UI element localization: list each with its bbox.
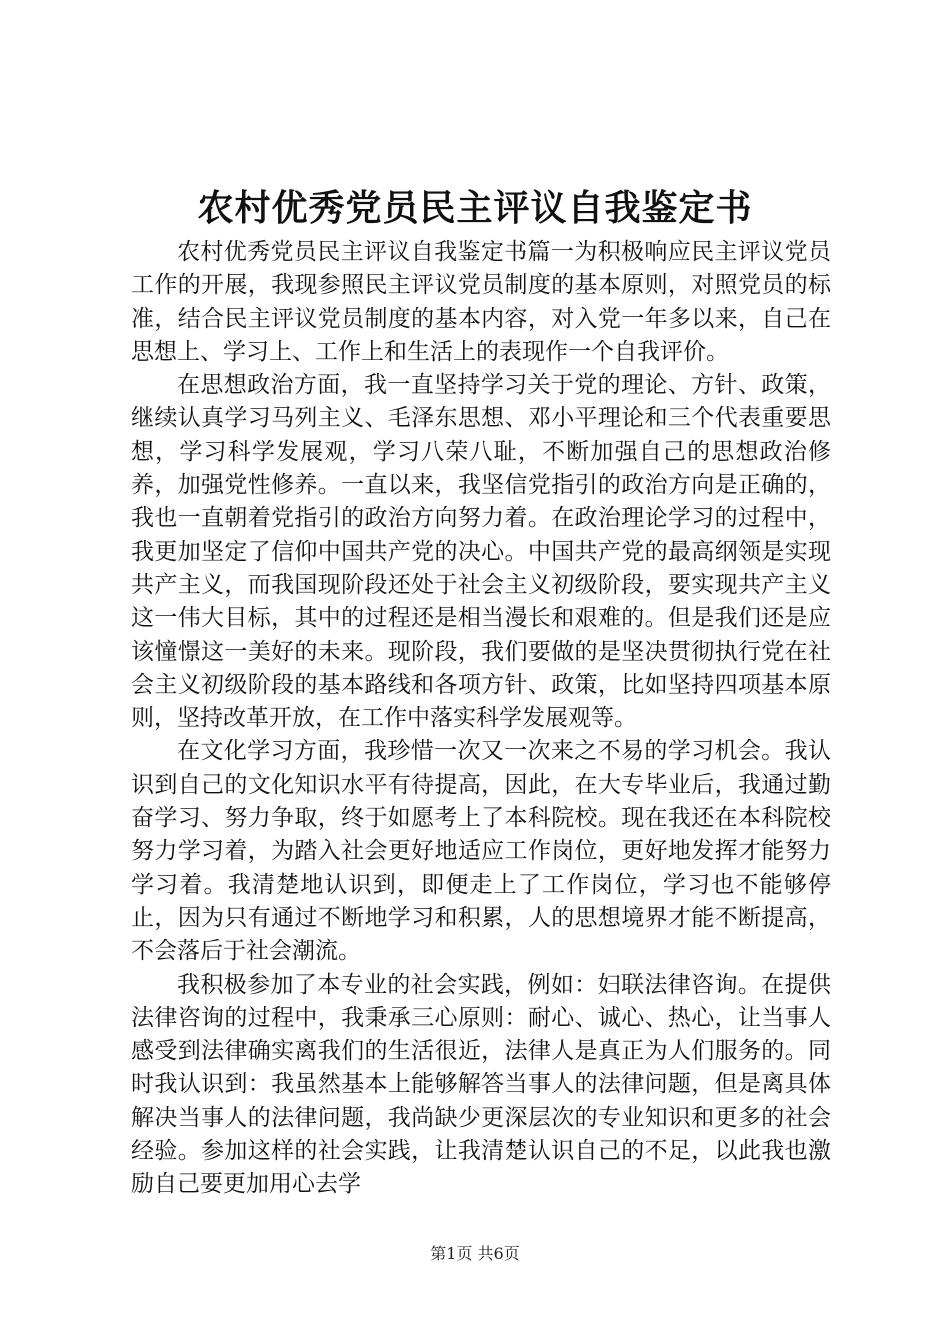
paragraph-practice: 我积极参加了本专业的社会实践，例如：妇联法律咨询。在提供法律咨询的过程中，我秉承三心原则：耐心、诚心、热心，让当事人感受到法律确实离我们的生活很近，法律人是真正为人们服务的。同时我认识到：我虽然基本上能够解答当事人的法律问题，但是离具体解决当事人的法律问题，我尚缺少更深层次的专业知识和更多的社会经验。参加这样的社会实践，让我清楚认识自己的不足，以此我也激励自己要更加用心去学 <box>131 971 831 1198</box>
paragraph-intro: 农村优秀党员民主评议自我鉴定书篇一为积极响应民主评议党员工作的开展，我现参照民主评议党员制度的基本原则，对照党员的标准，结合民主评议党员制度的基本内容，对入党一年多以来，自己在思想上、学习上、工作上和生活上的表现作一个自我评价。 <box>131 239 831 365</box>
paragraph-study: 在文化学习方面，我珍惜一次又一次来之不易的学习机会。我认识到自己的文化知识水平有待提高，因此，在大专毕业后，我通过勤奋学习、努力争取，终于如愿考上了本科院校。现在我还在本科院校努力学习着，为踏入社会更好地适应工作岗位，更好地发挥才能努力学习着。我清楚地认识到，即便走上了工作岗位，学习也不能够停止，因为只有通过不断地学习和积累，人的思想境界才能不断提高，不会落后于社会潮流。 <box>131 738 831 965</box>
paragraph-political: 在思想政治方面，我一直坚持学习关于党的理论、方针、政策，继续认真学习马列主义、毛泽东思想、邓小平理论和三个代表重要思想，学习科学发展观，学习八荣八耻，不断加强自己的思想政治修养，加强党性修养。一直以来，我坚信党指引的政治方向是正确的，我也一直朝着党指引的政治方向努力着。在政治理论学习的过程中，我更加坚定了信仰中国共产党的决心。中国共产党的最高纲领是实现共产主义，而我国现阶段还处于社会主义初级阶段，要实现共产主义这一伟大目标，其中的过程还是相当漫长和艰难的。但是我们还是应该憧憬这一美好的未来。现阶段，我们要做的是坚决贯彻执行党在社会主义初级阶段的基本路线和各项方针、政策，比如坚持四项基本原则，坚持改革开放，在工作中落实科学发展观等。 <box>131 372 831 732</box>
document-title: 农村优秀党员民主评议自我鉴定书 <box>197 187 753 229</box>
document-body <box>131 236 831 1202</box>
page-number-footer: 第1页 共6页 <box>430 1244 520 1263</box>
